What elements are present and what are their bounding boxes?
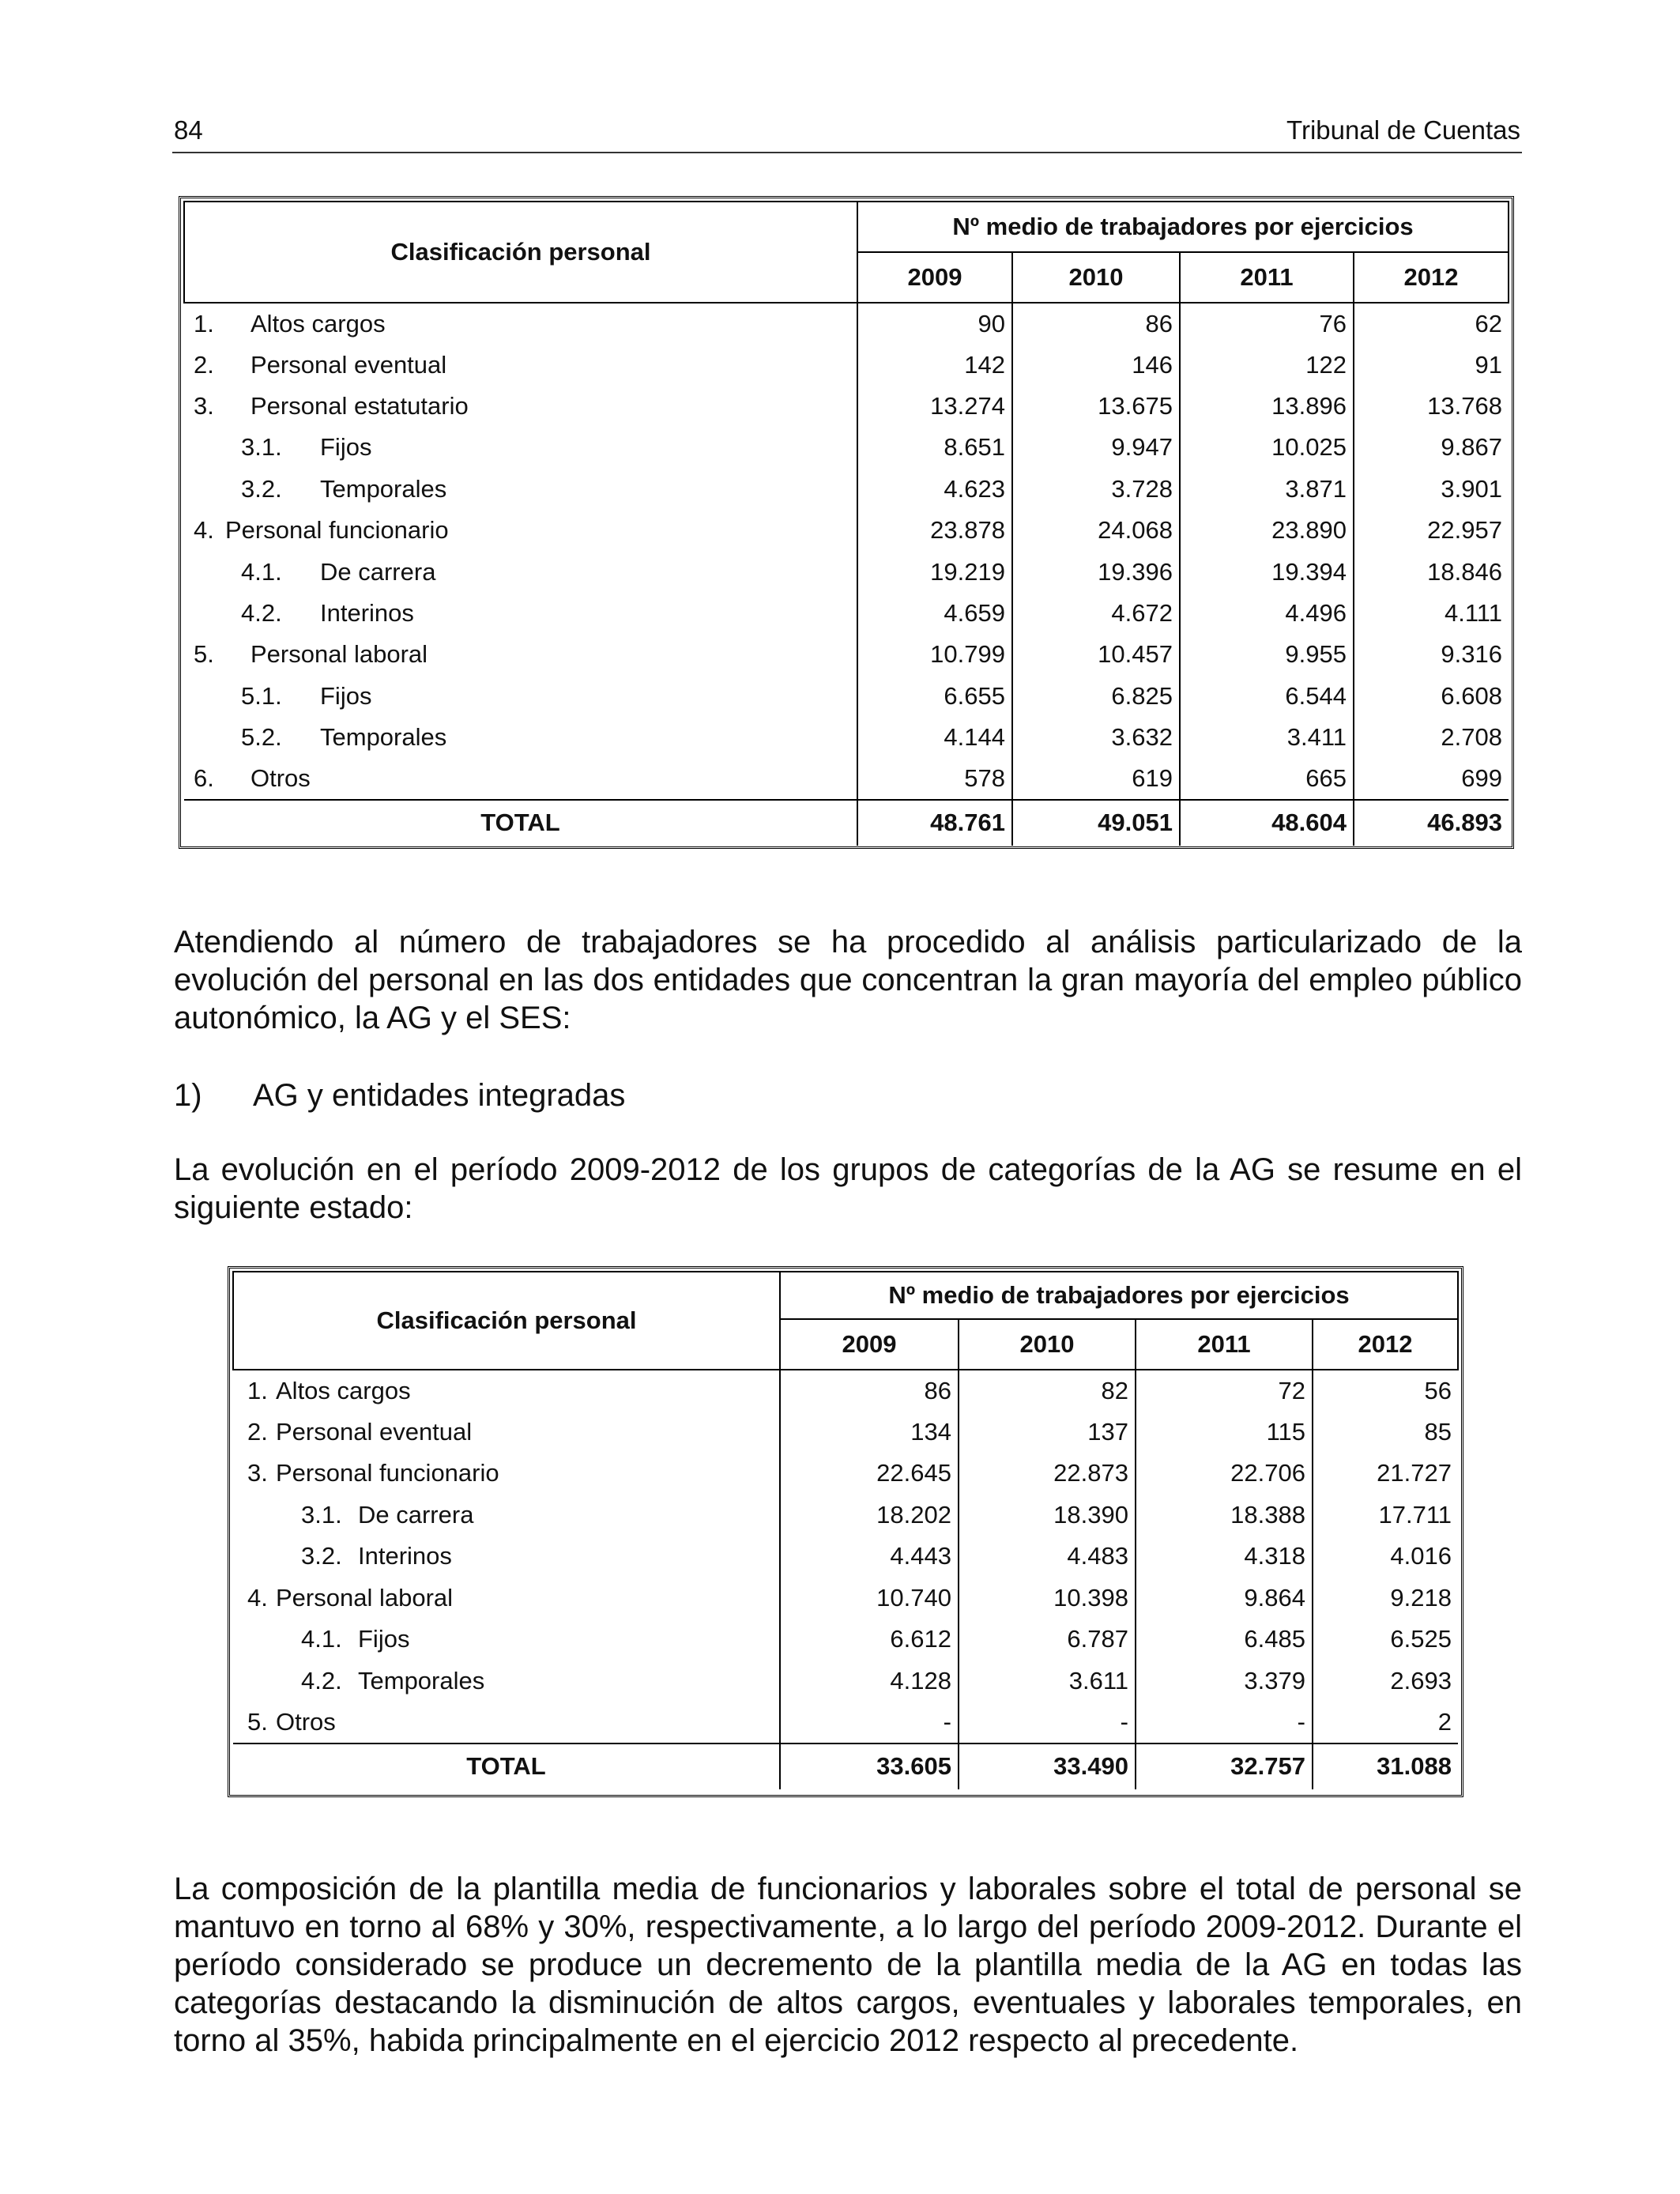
- table-row: [184, 676, 1509, 717]
- value-cell: 3.901: [1354, 469, 1509, 510]
- value-cell: -: [1136, 1702, 1313, 1744]
- value-cell: 9.218: [1313, 1578, 1458, 1619]
- row-label-text: De carrera: [320, 557, 436, 586]
- row-label: [184, 427, 857, 468]
- value-cell: 3.611: [959, 1661, 1136, 1702]
- value-cell: 6.787: [959, 1619, 1136, 1661]
- row-number: 5.: [194, 640, 214, 669]
- value-cell: 72: [1136, 1370, 1313, 1412]
- value-cell: 4.443: [780, 1536, 959, 1578]
- value-cell: 3.632: [1012, 717, 1180, 758]
- value-cell: 142: [857, 344, 1012, 385]
- row-label-text: Personal eventual: [276, 1417, 473, 1446]
- value-cell: 4.318: [1136, 1536, 1313, 1578]
- value-cell: 6.608: [1354, 676, 1509, 717]
- year-header: 2011: [1136, 1319, 1313, 1370]
- table-row: [184, 551, 1509, 592]
- value-cell: 23.890: [1180, 510, 1354, 551]
- value-cell: 9.864: [1136, 1578, 1313, 1619]
- section-title: AG y entidades integradas: [253, 1078, 626, 1113]
- value-cell: 13.274: [857, 386, 1012, 427]
- row-label: [184, 386, 857, 427]
- value-cell: 9.955: [1180, 634, 1354, 675]
- value-cell: 19.394: [1180, 551, 1354, 592]
- value-cell: 3.411: [1180, 717, 1354, 758]
- row-label: [184, 551, 857, 592]
- total-row: [233, 1744, 1458, 1789]
- value-cell: 2: [1313, 1702, 1458, 1744]
- value-cell: 13.768: [1354, 386, 1509, 427]
- value-cell: 4.483: [959, 1536, 1136, 1578]
- value-cell: 134: [780, 1412, 959, 1453]
- row-label: [233, 1453, 780, 1495]
- value-cell: 4.144: [857, 717, 1012, 758]
- table-row: [233, 1702, 1458, 1744]
- row-label: [184, 303, 857, 344]
- year-header: 2009: [780, 1319, 959, 1370]
- paragraph-evolution: La evolución en el período 2009-2012 de los grupos de categorías de la AG se resume en el siguiente estado:: [174, 1152, 1522, 1225]
- row-label: [233, 1661, 780, 1702]
- table-row: [184, 427, 1509, 468]
- value-cell: 76: [1180, 303, 1354, 344]
- row-label: [233, 1578, 780, 1619]
- row-label: [184, 634, 857, 675]
- column-header-classification: Clasificación personal: [184, 202, 857, 303]
- value-cell: 10.025: [1180, 427, 1354, 468]
- row-number: 2.: [247, 1417, 268, 1446]
- staff-table-total: [179, 196, 1514, 849]
- row-number: 5.1.: [241, 681, 282, 710]
- table-row: [233, 1453, 1458, 1495]
- value-cell: 86: [780, 1370, 959, 1412]
- row-label-text: Personal funcionario: [276, 1459, 499, 1487]
- value-cell: 122: [1180, 344, 1354, 385]
- value-cell: 665: [1180, 758, 1354, 799]
- row-label-text: Temporales: [320, 474, 447, 503]
- value-cell: 3.728: [1012, 469, 1180, 510]
- value-cell: 4.111: [1354, 593, 1509, 634]
- value-cell: 619: [1012, 758, 1180, 799]
- table-row: [233, 1412, 1458, 1453]
- value-cell: 22.645: [780, 1453, 959, 1495]
- row-label: [184, 676, 857, 717]
- total-value: 33.605: [780, 1744, 959, 1789]
- total-value: 49.051: [1012, 800, 1180, 846]
- paragraph-intro: Atendiendo al número de trabajadores se ha procedido al análisis particularizado de la evolución del personal en las dos entidades que concentran la gran mayoría del empleo público autonómico, la AG y el SES:: [174, 925, 1522, 1035]
- value-cell: 6.825: [1012, 676, 1180, 717]
- value-cell: 6.612: [780, 1619, 959, 1661]
- row-label-text: Otros: [276, 1707, 336, 1736]
- value-cell: 91: [1354, 344, 1509, 385]
- year-header: 2009: [857, 252, 1012, 303]
- value-cell: 6.655: [857, 676, 1012, 717]
- year-header: 2012: [1354, 252, 1509, 303]
- row-number: 4.2.: [241, 598, 282, 627]
- value-cell: 22.706: [1136, 1453, 1313, 1495]
- total-value: 48.604: [1180, 800, 1354, 846]
- row-number: 2.: [194, 350, 214, 379]
- row-label: [184, 717, 857, 758]
- row-label-text: De carrera: [358, 1500, 474, 1529]
- row-label-text: Personal eventual: [250, 350, 447, 379]
- row-label: [184, 469, 857, 510]
- total-value: 33.490: [959, 1744, 1136, 1789]
- value-cell: 4.623: [857, 469, 1012, 510]
- value-cell: 2.693: [1313, 1661, 1458, 1702]
- value-cell: 82: [959, 1370, 1136, 1412]
- value-cell: -: [959, 1702, 1136, 1744]
- value-cell: 10.398: [959, 1578, 1136, 1619]
- table-row: [184, 634, 1509, 675]
- section-heading: [174, 1076, 1522, 1114]
- total-value: 32.757: [1136, 1744, 1313, 1789]
- value-cell: 146: [1012, 344, 1180, 385]
- value-cell: 18.846: [1354, 551, 1509, 592]
- row-label-text: Interinos: [358, 1542, 452, 1570]
- table-row: [184, 469, 1509, 510]
- table-row: [184, 303, 1509, 344]
- row-label: [233, 1702, 780, 1744]
- row-label: [184, 510, 857, 551]
- staff-table-ag: [228, 1266, 1463, 1797]
- value-cell: 23.878: [857, 510, 1012, 551]
- value-cell: 17.711: [1313, 1495, 1458, 1536]
- value-cell: 18.388: [1136, 1495, 1313, 1536]
- value-cell: 6.525: [1313, 1619, 1458, 1661]
- total-label: TOTAL: [184, 800, 857, 846]
- row-number: 4.2.: [301, 1666, 342, 1695]
- paragraph-composition: La composición de la plantilla media de funcionarios y laborales sobre el total de personal se mantuvo en torno al 68% y 30%, respectivamente, a lo largo del período 2009-2012. Durante el período considerado se produce un decremento de la plantilla media de la AG en todas las categorías destacando la disminución de altos cargos, eventuales y laborales temporales, en torno al 35%, habida principalmente en el ejercicio 2012 respecto al precedente.: [174, 1872, 1522, 2058]
- table-row: [184, 593, 1509, 634]
- table-row: [184, 386, 1509, 427]
- row-number: 4.: [247, 1583, 268, 1612]
- row-label: [233, 1412, 780, 1453]
- value-cell: 6.485: [1136, 1619, 1313, 1661]
- row-label: [233, 1495, 780, 1536]
- row-number: 3.1.: [241, 433, 282, 462]
- value-cell: 13.896: [1180, 386, 1354, 427]
- table-row: [233, 1536, 1458, 1578]
- value-cell: 19.396: [1012, 551, 1180, 592]
- value-cell: 3.871: [1180, 469, 1354, 510]
- value-cell: 8.651: [857, 427, 1012, 468]
- value-cell: 21.727: [1313, 1453, 1458, 1495]
- value-cell: 2.708: [1354, 717, 1509, 758]
- table-row: [184, 344, 1509, 385]
- value-cell: 4.496: [1180, 593, 1354, 634]
- value-cell: 10.457: [1012, 634, 1180, 675]
- page-header: [172, 115, 1522, 153]
- row-label-text: Temporales: [320, 723, 447, 752]
- column-group-header: Nº medio de trabajadores por ejercicios: [780, 1272, 1458, 1319]
- total-value: 31.088: [1313, 1744, 1458, 1789]
- value-cell: 13.675: [1012, 386, 1180, 427]
- table-row: [233, 1370, 1458, 1412]
- value-cell: 578: [857, 758, 1012, 799]
- value-cell: 24.068: [1012, 510, 1180, 551]
- value-cell: 86: [1012, 303, 1180, 344]
- table-row: [184, 758, 1509, 799]
- table-row: [233, 1495, 1458, 1536]
- row-label: [233, 1536, 780, 1578]
- row-number: 4.1.: [241, 557, 282, 586]
- table-row: [233, 1578, 1458, 1619]
- value-cell: 137: [959, 1412, 1136, 1453]
- value-cell: 62: [1354, 303, 1509, 344]
- row-number: 4.: [194, 516, 214, 545]
- row-label-text: Altos cargos: [276, 1376, 411, 1404]
- running-header-title: Tribunal de Cuentas: [1286, 115, 1520, 145]
- value-cell: -: [780, 1702, 959, 1744]
- row-number: 1.: [247, 1376, 268, 1404]
- row-label-text: Temporales: [358, 1666, 485, 1695]
- value-cell: 699: [1354, 758, 1509, 799]
- total-row: [184, 800, 1509, 846]
- column-group-header: Nº medio de trabajadores por ejercicios: [857, 202, 1509, 252]
- total-value: 46.893: [1354, 800, 1509, 846]
- value-cell: 9.947: [1012, 427, 1180, 468]
- row-label-text: Interinos: [320, 598, 414, 627]
- row-number: 1.: [194, 309, 214, 337]
- value-cell: 4.128: [780, 1661, 959, 1702]
- row-number: 5.2.: [241, 723, 282, 752]
- year-header: 2012: [1313, 1319, 1458, 1370]
- row-number: 3.2.: [301, 1542, 342, 1570]
- value-cell: 4.659: [857, 593, 1012, 634]
- row-number: 3.2.: [241, 474, 282, 503]
- row-label-text: Altos cargos: [250, 309, 386, 337]
- table-row: [184, 717, 1509, 758]
- table-row: [233, 1661, 1458, 1702]
- year-header: 2011: [1180, 252, 1354, 303]
- value-cell: 115: [1136, 1412, 1313, 1453]
- row-label: [184, 758, 857, 799]
- row-number: 5.: [247, 1707, 268, 1736]
- value-cell: 90: [857, 303, 1012, 344]
- value-cell: 22.957: [1354, 510, 1509, 551]
- value-cell: 10.740: [780, 1578, 959, 1619]
- row-number: 3.: [194, 391, 214, 420]
- row-label: [233, 1370, 780, 1412]
- row-label-text: Fijos: [320, 433, 372, 462]
- value-cell: 4.672: [1012, 593, 1180, 634]
- value-cell: 18.202: [780, 1495, 959, 1536]
- row-number: 3.: [247, 1459, 268, 1487]
- value-cell: 85: [1313, 1412, 1458, 1453]
- row-label: [233, 1619, 780, 1661]
- value-cell: 10.799: [857, 634, 1012, 675]
- value-cell: 4.016: [1313, 1536, 1458, 1578]
- row-label-text: Personal funcionario: [225, 516, 449, 545]
- value-cell: 3.379: [1136, 1661, 1313, 1702]
- total-label: TOTAL: [233, 1744, 780, 1789]
- row-label-text: Personal laboral: [250, 640, 428, 669]
- row-label-text: Fijos: [320, 681, 372, 710]
- column-header-classification: Clasificación personal: [233, 1272, 780, 1370]
- value-cell: 18.390: [959, 1495, 1136, 1536]
- table-row: [184, 510, 1509, 551]
- page-number: 84: [174, 115, 203, 145]
- value-cell: 9.867: [1354, 427, 1509, 468]
- row-label-text: Personal estatutario: [250, 391, 469, 420]
- year-header: 2010: [959, 1319, 1136, 1370]
- value-cell: 9.316: [1354, 634, 1509, 675]
- row-label: [184, 344, 857, 385]
- row-label-text: Fijos: [358, 1625, 410, 1653]
- year-header: 2010: [1012, 252, 1180, 303]
- value-cell: 19.219: [857, 551, 1012, 592]
- table-row: [233, 1619, 1458, 1661]
- row-label-text: Otros: [250, 763, 311, 792]
- row-label-text: Personal laboral: [276, 1583, 454, 1612]
- value-cell: 22.873: [959, 1453, 1136, 1495]
- section-number: 1): [174, 1078, 202, 1113]
- row-label: [184, 593, 857, 634]
- row-number: 6.: [194, 763, 214, 792]
- total-value: 48.761: [857, 800, 1012, 846]
- row-number: 4.1.: [301, 1625, 342, 1653]
- row-number: 3.1.: [301, 1500, 342, 1529]
- value-cell: 6.544: [1180, 676, 1354, 717]
- value-cell: 56: [1313, 1370, 1458, 1412]
